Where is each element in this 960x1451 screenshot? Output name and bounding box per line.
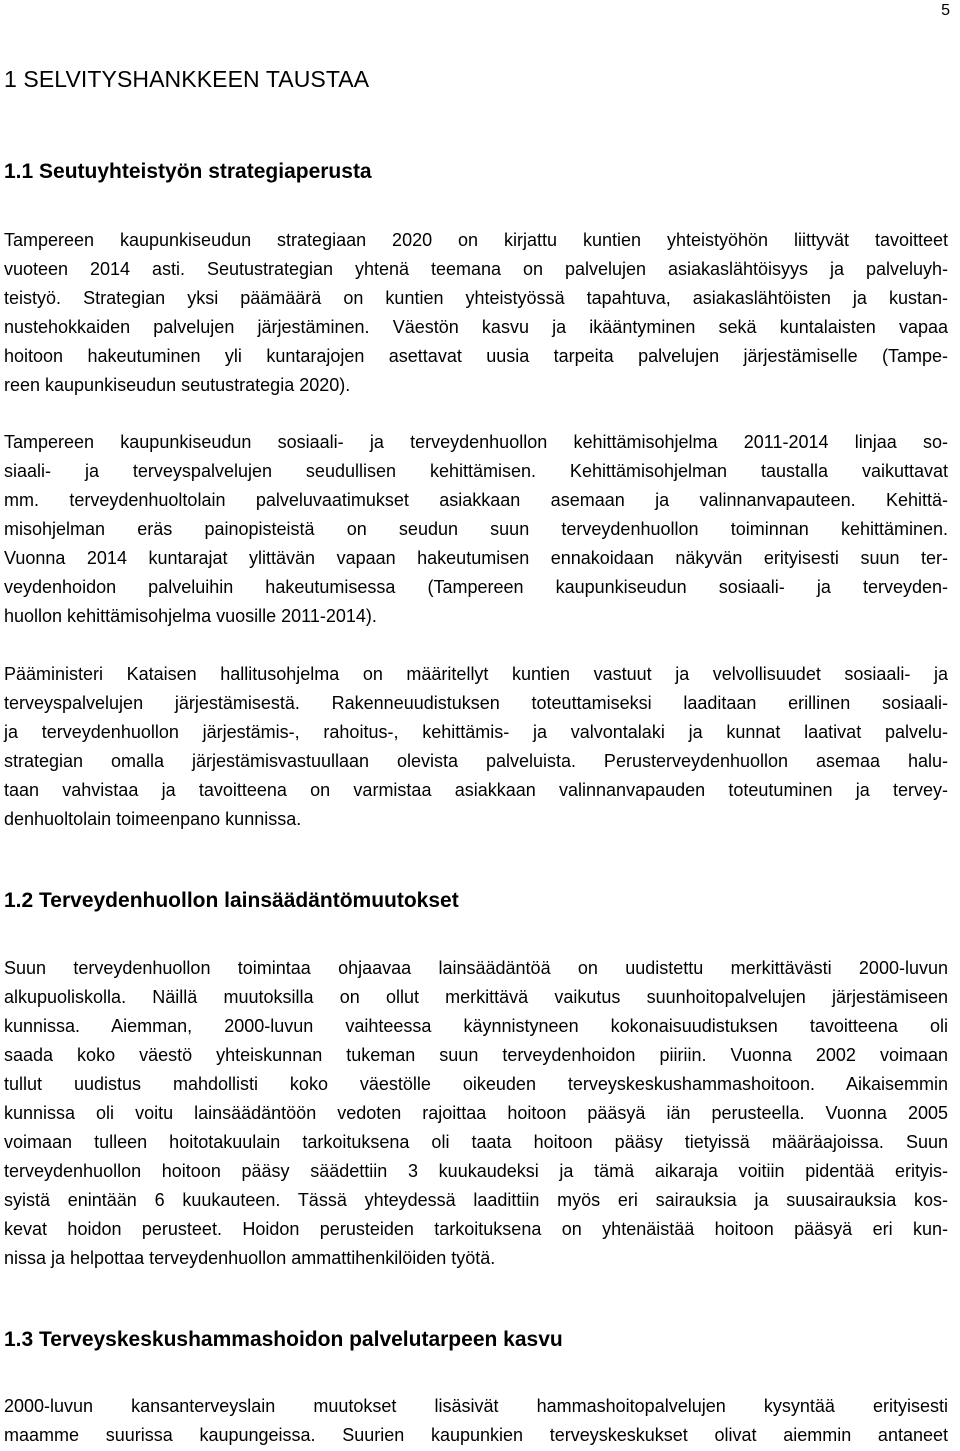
chapter-title: 1 SELVITYSHANKKEEN TAUSTAA [4,66,370,92]
text-line: 2000-luvun kansanterveyslain muutokset lisäsivät hammashoitopalvelujen kysyntää erityisesti [4,1396,948,1416]
paragraph-hallitusohjelma [4,660,948,834]
text-line: denhuoltolain toimeenpano kunnissa. [4,809,302,829]
text-line: vuoteen 2014 asti. Seutustrategian yhtenä teemana on palvelujen asiakaslähtöisyys ja palveluyh- [4,259,948,279]
text-line: alkupuoliskolla. Näillä muutoksilla on ollut merkittävä vaikutus suunhoitopalvelujen järjestämiseen [4,987,948,1007]
text-line: kevat hoidon perusteet. Hoidon perusteiden tarkoituksena on yhtenäistää hoitoon pääsyä eri kun- [4,1219,948,1239]
text-line: huollon kehittämisohjelma vuosille 2011-2014). [4,606,377,626]
text-line: tullut uudistus mahdollisti koko väestölle oikeuden terveyskeskushammashoitoon. Aikaisemmin [4,1074,948,1094]
text-line: nustehokkaiden palvelujen järjestäminen. Väestön kasvu ja ikääntyminen sekä kuntalaisten vapaa [4,317,948,337]
text-line: siaali- ja terveyspalvelujen seudullisen kehittämisen. Kehittämisohjelman taustalla vaikuttavat [4,461,948,481]
text-line: voimaan tulleen hoitotakuulain tarkoituksena oli taata hoitoon pääsy tietyissä määräajoissa. Suun [4,1132,948,1152]
text-line: ja terveydenhuollon järjestämis-, rahoitus-, kehittämis- ja valvontalaki ja kunnat laativat palvelu- [4,722,948,742]
text-line: taan vahvistaa ja tavoitteena on varmistaa asiakkaan valinnanvapauden toteutuminen ja tervey- [4,780,948,800]
text-line: veydenhoidon palveluihin hakeutumisessa (Tampereen kaupunkiseudun sosiaali- ja terveyden- [4,577,948,597]
text-line: misohjelman eräs painopisteistä on seudun suun terveydenhuollon toiminnan kehittäminen. [4,519,948,539]
text-line: nissa ja helpottaa terveydenhuollon ammattihenkilöiden työtä. [4,1248,496,1268]
section-heading-1-1: 1.1 Seutuyhteistyön strategiaperusta [4,160,372,183]
text-line: Tampereen kaupunkiseudun sosiaali- ja terveydenhuollon kehittämisohjelma 2011-2014 linjaa so- [4,432,948,452]
text-line: kunnissa oli voitu lainsäädäntöön vedoten rajoittaa hoitoon pääsyä iän perusteella. Vuonna 2005 [4,1103,948,1123]
paragraph-seutustrategia [4,226,948,400]
text-line: terveydenhuollon hoitoon pääsy säädettiin 3 kuukaudeksi ja tämä aikaraja voitiin pidentää erityis- [4,1161,948,1181]
text-line: Pääministeri Kataisen hallitusohjelma on määritellyt kuntien vastuut ja velvollisuudet sosiaali- ja [4,664,948,684]
text-line: strategian omalla järjestämisvastuullaan olevista palveluista. Perusterveydenhuollon asemaa halu- [4,751,948,771]
page-number: 5 [941,2,950,19]
text-line: maamme suurissa kaupungeissa. Suurien kaupunkien terveyskeskukset olivat aiemmin antaneet [4,1425,948,1445]
paragraph-palvelutarve [4,1392,948,1450]
text-line: mm. terveydenhuoltolain palveluvaatimukset asiakkaan asemaan ja valinnanvapauteen. Kehittä- [4,490,948,510]
text-line: Suun terveydenhuollon toimintaa ohjaavaa lainsäädäntöä on uudistettu merkittävästi 2000-luvun [4,958,948,978]
text-line: teistyö. Strategian yksi päämäärä on kuntien yhteistyössä tapahtuva, asiakaslähtöisten ja kustan- [4,288,948,308]
text-line: Tampereen kaupunkiseudun strategiaan 2020 on kirjattu kuntien yhteistyöhön liittyvät tavoitteet [4,230,948,250]
text-line: syistä enintään 6 kuukauteen. Tässä yhteydessä laadittiin myös eri sairauksia ja suusairauksia kos- [4,1190,948,1210]
section-heading-1-2: 1.2 Terveydenhuollon lainsäädäntömuutokset [4,889,459,912]
text-line: hoitoon hakeutuminen yli kuntarajojen asettavat uusia tarpeita palvelujen järjestämiselle (Tampe- [4,346,948,366]
paragraph-kehittamisohjelma [4,428,948,631]
section-heading-1-3: 1.3 Terveyskeskushammashoidon palvelutarpeen kasvu [4,1328,563,1351]
text-line: reen kaupunkiseudun seutustrategia 2020). [4,375,351,395]
paragraph-lainsaadanto [4,954,948,1273]
text-line: terveyspalvelujen järjestämisestä. Rakenneuudistuksen toteuttamiseksi laaditaan erillinen sosiaali- [4,693,948,713]
text-line: Vuonna 2014 kuntarajat ylittävän vapaan hakeutumisen ennakoidaan näkyvän erityisesti suun ter- [4,548,948,568]
text-line: saada koko väestö yhteiskunnan tukeman suun terveydenhoidon piiriin. Vuonna 2002 voimaan [4,1045,948,1065]
text-line: kunnissa. Aiemman, 2000-luvun vaihteessa käynnistyneen kokonaisuudistuksen tavoitteena oli [4,1016,948,1036]
